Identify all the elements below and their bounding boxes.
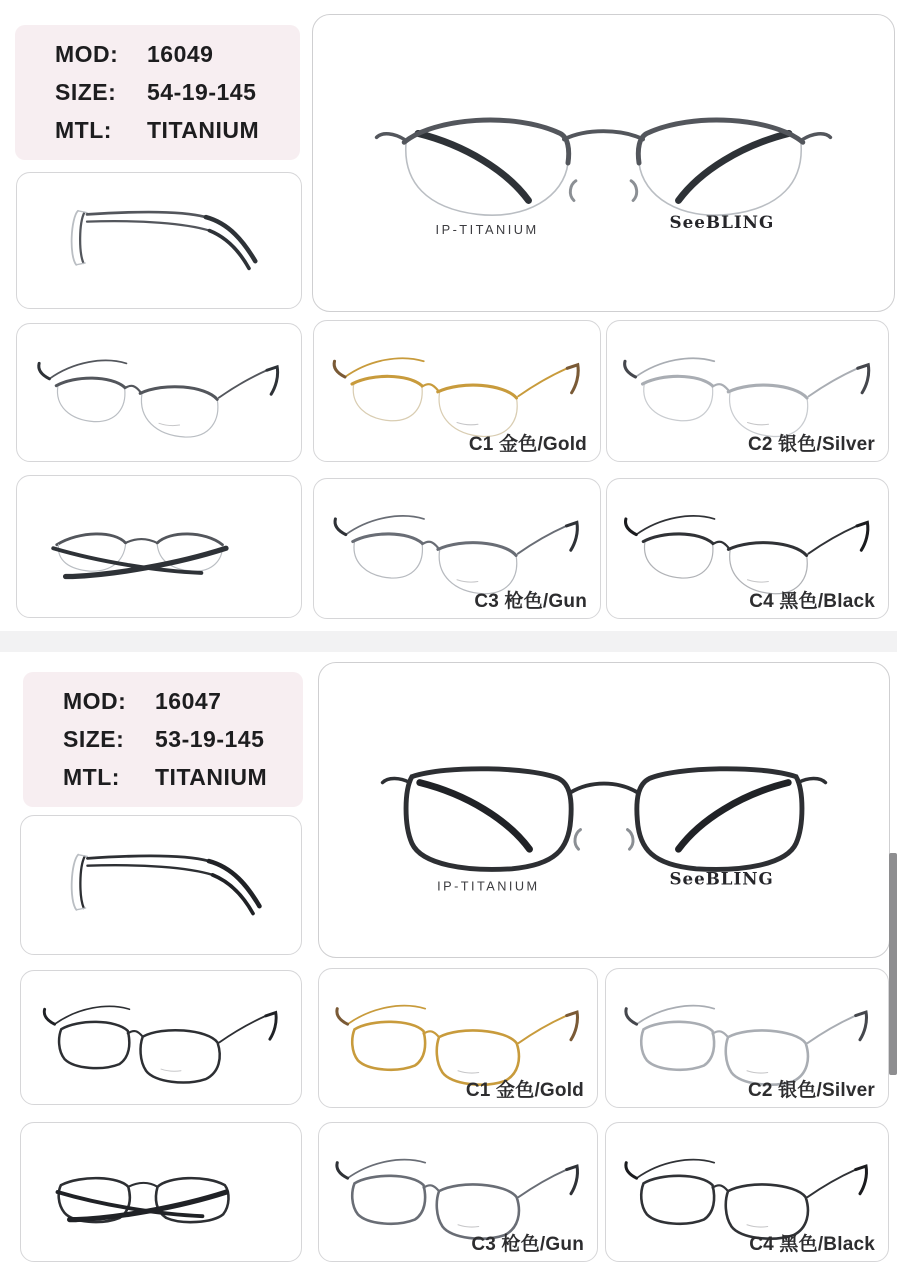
info-label-size: SIZE: [55,79,117,105]
info-label-mod: MOD: [63,688,127,714]
info-label-size: SIZE: [63,726,125,752]
variant-label: C1 金色/Gold [468,434,587,455]
three-quarter-view-image [20,970,302,1105]
side-view-image [16,172,302,309]
info-value-mod: 16049 [147,41,214,67]
glasses-side-illustration [21,816,301,954]
info-row-mod [55,41,300,79]
info-row-mtl [55,117,300,155]
scrollbar-thumb[interactable] [889,853,897,1075]
folded-view-image [16,475,302,618]
info-label-mod: MOD: [55,41,119,67]
info-label-mtl: MTL: [63,764,120,790]
info-value-mod: 16047 [155,688,222,714]
variant-card-c1 [313,320,601,462]
info-value-size: 53-19-145 [155,726,265,752]
variant-label: C3 枪色/Gun [471,1234,584,1255]
info-row-size [63,726,303,764]
three-quarter-view-image [16,323,302,462]
variant-label: C3 枪色/Gun [474,591,587,612]
glasses-angled-illustration [17,324,301,461]
variant-card-c2 [606,320,889,462]
section-divider [0,631,897,652]
product-info-box [23,672,303,807]
glasses-front-illustration [319,663,889,957]
variant-card-c4 [606,478,889,619]
main-front-image [318,662,890,958]
info-row-size [55,79,300,117]
variant-card-c1 [318,968,598,1108]
info-value-mtl: TITANIUM [147,117,260,143]
info-row-mtl [63,764,303,802]
lens-print-seebling: SeeBLING [669,868,774,889]
variant-card-c3 [313,478,601,619]
variant-label: C2 银色/Silver [747,434,875,455]
folded-view-image [20,1122,302,1262]
variant-label: C2 银色/Silver [747,1080,875,1101]
lens-print-ip-titanium: IP-TITANIUM [437,878,540,894]
glasses-front-illustration [313,15,894,311]
glasses-folded-illustration [17,476,301,617]
info-value-size: 54-19-145 [147,79,257,105]
glasses-angled-illustration [21,971,301,1104]
info-row-mod [63,688,303,726]
product-info-box [15,25,300,160]
info-label-mtl: MTL: [55,117,112,143]
info-value-mtl: TITANIUM [155,764,268,790]
side-view-image [20,815,302,955]
glasses-side-illustration [17,173,301,308]
variant-card-c3 [318,1122,598,1262]
lens-print-seebling: SeeBLING [669,212,775,233]
lens-print-ip-titanium: IP-TITANIUM [435,222,539,238]
main-front-image [312,14,895,312]
variant-label: C1 金色/Gold [465,1080,584,1101]
glasses-folded-illustration [21,1123,301,1261]
variant-label: C4 黑色/Black [749,1234,875,1255]
variant-label: C4 黑色/Black [749,591,875,612]
variant-card-c2 [605,968,889,1108]
variant-card-c4 [605,1122,889,1262]
